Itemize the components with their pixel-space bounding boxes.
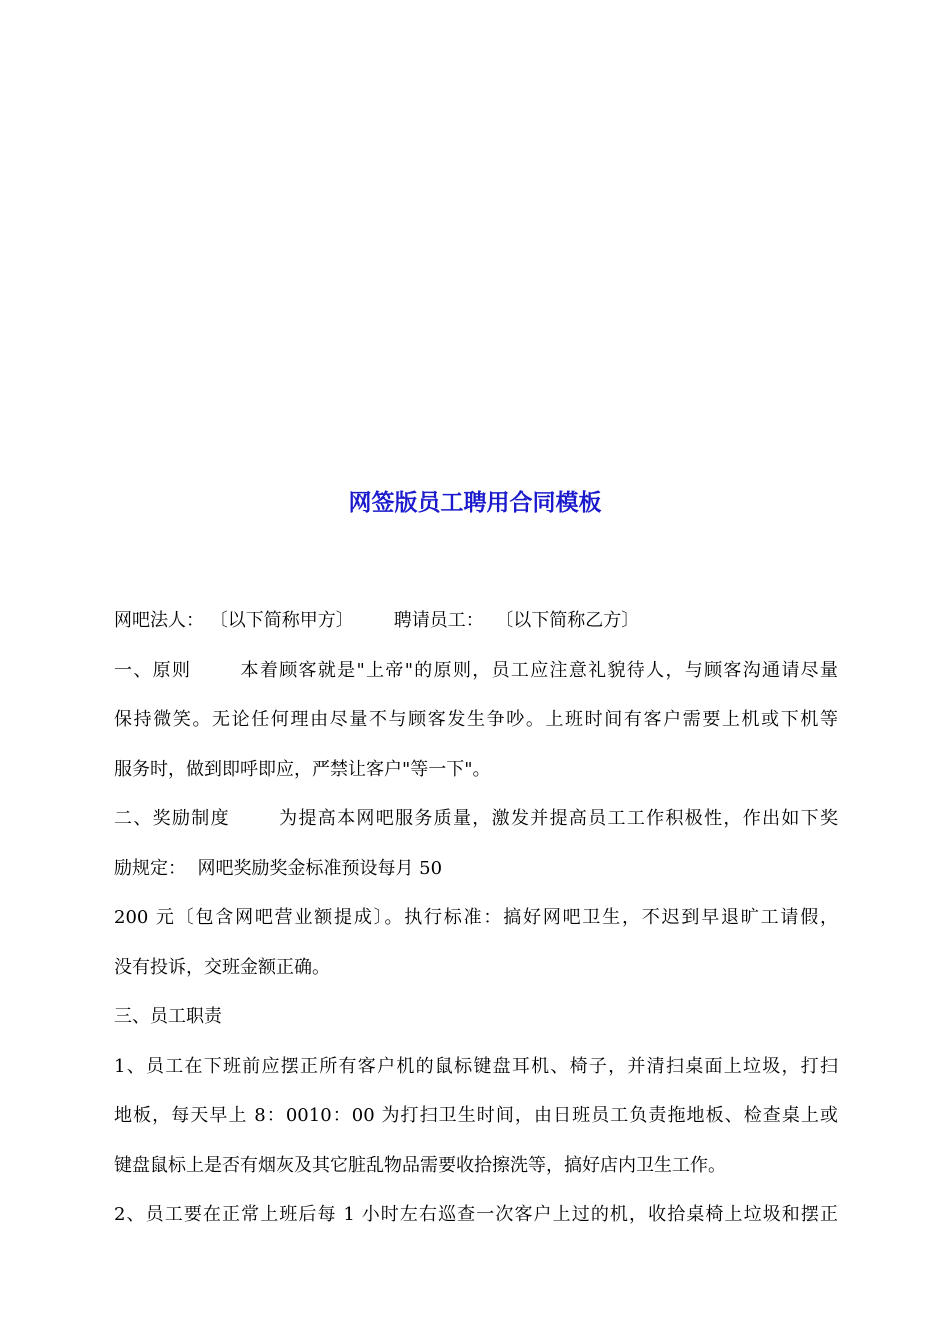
paragraph-line: 地板，每天早上 8：0010：00 为打扫卫生时间，由日班员工负责拖地板、检查桌上或 [114, 1105, 838, 1126]
paragraph-line: 键盘鼠标上是否有烟灰及其它脏乱物品需要收拾擦洗等，搞好店内卫生工作。 [114, 1154, 726, 1176]
paragraph-line: 一、原则 本着顾客就是"上帝"的原则，员工应注意礼貌待人，与顾客沟通请尽量 [114, 659, 838, 681]
paragraph-line: 1、员工在下班前应摆正所有客户机的鼠标键盘耳机、椅子，并清扫桌面上垃圾，打扫 [114, 1055, 838, 1077]
document-title: 网签版员工聘用合同模板 [348, 489, 602, 516]
paragraph-line: 保持微笑。无论任何理由尽量不与顾客发生争吵。上班时间有客户需要上机或下机等 [114, 709, 838, 730]
paragraph-line: 二、奖励制度 为提高本网吧服务质量，激发并提高员工工作积极性，作出如下奖 [114, 808, 838, 829]
paragraph-line: 2、员工要在正常上班后每 1 小时左右巡查一次客户上过的机，收拾桌椅上垃圾和摆正 [114, 1204, 838, 1225]
paragraph-line: 励规定： 网吧奖励奖金标准预设每月 50 [114, 857, 443, 879]
paragraph-line: 200 元〔包含网吧营业额提成〕。执行标准：搞好网吧卫生，不迟到早退旷工请假， [114, 907, 838, 928]
paragraph-line: 服务时，做到即呼即应，严禁让客户"等一下"。 [114, 758, 491, 780]
party-line: 网吧法人： 〔以下简称甲方〕 聘请员工： 〔以下简称乙方〕 [114, 610, 640, 631]
section-heading: 三、员工职责 [114, 1006, 222, 1027]
document-body [114, 604, 838, 1248]
paragraph-line: 没有投诉，交班金额正确。 [114, 956, 330, 978]
